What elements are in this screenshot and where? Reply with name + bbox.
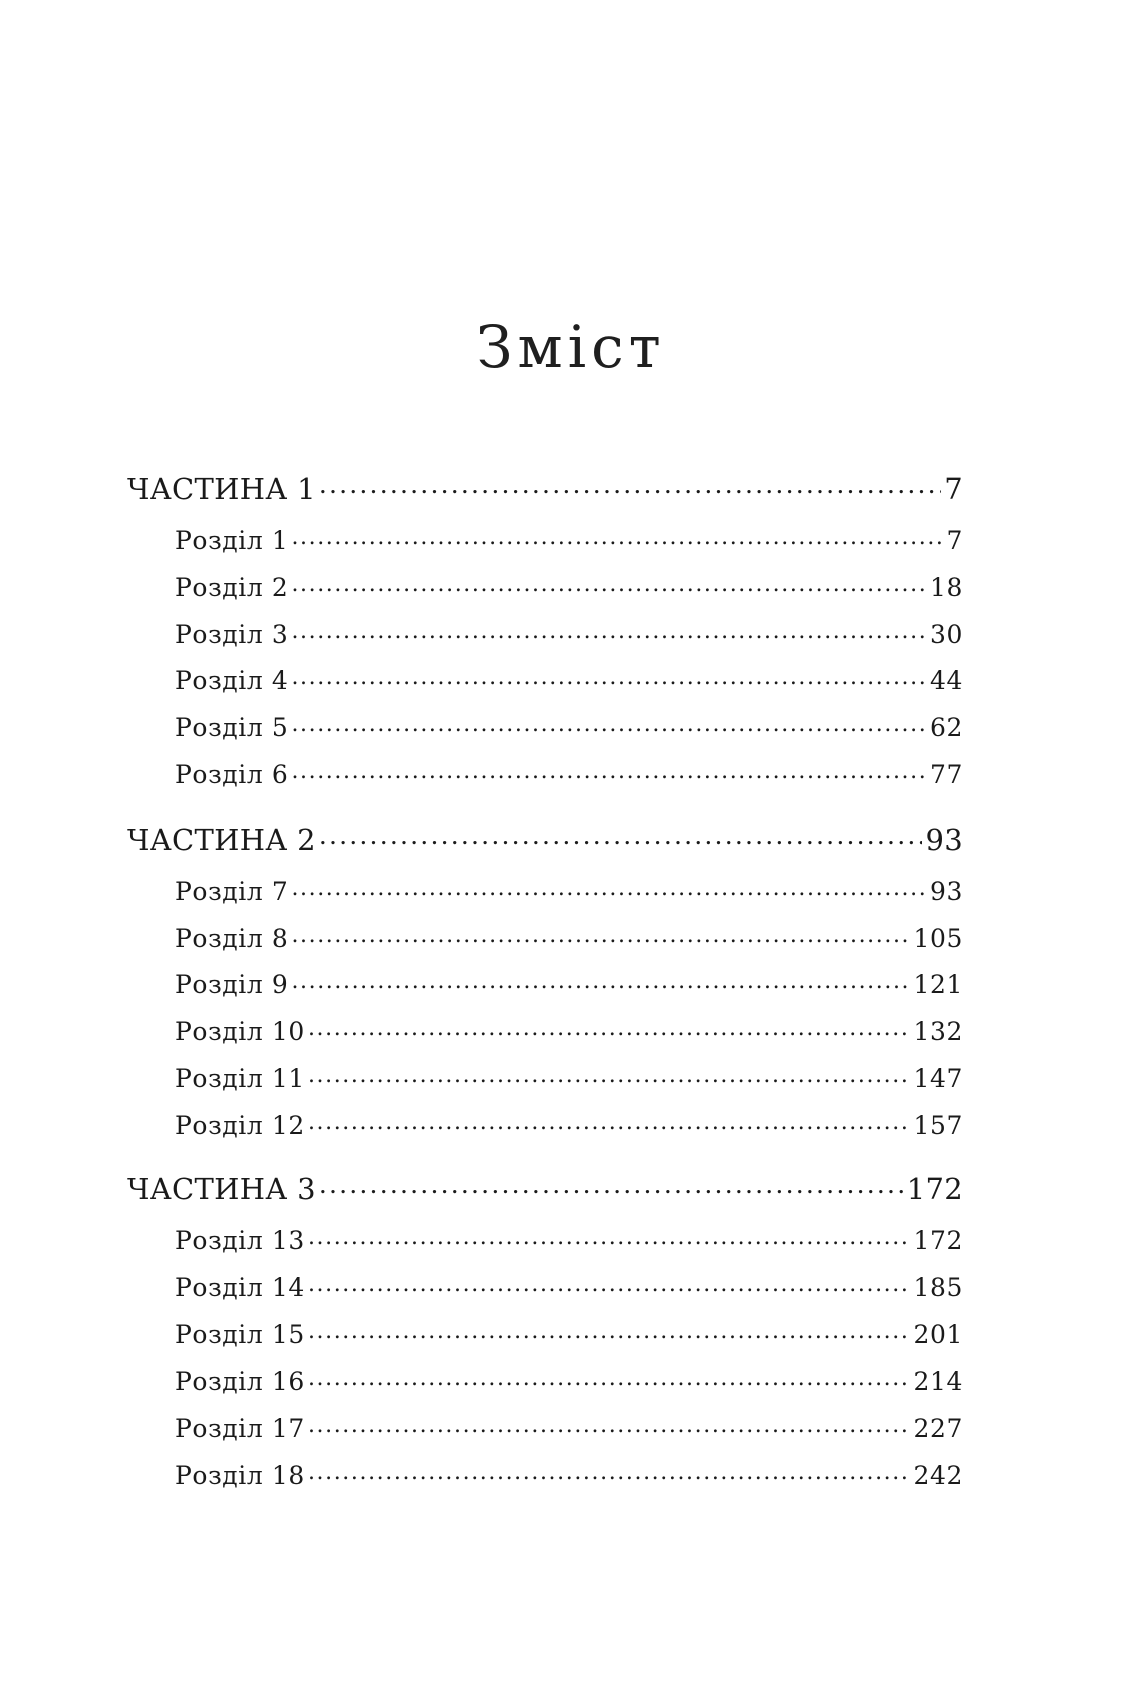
chapter-label: Розділ 6	[175, 760, 289, 789]
dot-leader	[319, 821, 923, 850]
toc-chapter-2[interactable]	[175, 571, 963, 602]
chapter-label: Розділ 7	[175, 877, 289, 906]
chapter-page-number: 172	[913, 1226, 963, 1255]
toc-chapter-5[interactable]	[175, 711, 963, 742]
dot-leader	[291, 618, 927, 643]
chapter-label: Розділ 13	[175, 1226, 305, 1255]
part-page-number: 7	[944, 472, 963, 506]
part-page-number: 93	[925, 823, 963, 857]
chapter-label: Розділ 3	[175, 620, 289, 649]
toc-chapter-13[interactable]	[175, 1224, 963, 1255]
dot-leader	[308, 1015, 911, 1040]
part-page-number: 172	[906, 1172, 963, 1206]
chapter-page-number: 147	[913, 1064, 963, 1093]
chapter-page-number: 121	[913, 970, 963, 999]
toc-chapter-16[interactable]	[175, 1365, 963, 1396]
page-title: Зміст	[476, 313, 666, 381]
toc-chapter-3[interactable]	[175, 618, 963, 649]
chapter-page-number: 105	[913, 924, 963, 953]
dot-leader	[308, 1365, 911, 1390]
toc-chapter-10[interactable]	[175, 1015, 963, 1046]
chapter-label: Розділ 8	[175, 924, 289, 953]
chapter-page-number: 132	[913, 1017, 963, 1046]
part-label: ЧАСТИНА 3	[127, 1172, 316, 1206]
toc-part-3[interactable]	[127, 1170, 963, 1206]
dot-leader	[291, 758, 927, 783]
chapter-page-number: 201	[913, 1320, 963, 1349]
dot-leader	[291, 571, 927, 596]
dot-leader	[308, 1062, 911, 1087]
dot-leader	[308, 1271, 911, 1296]
chapter-label: Розділ 16	[175, 1367, 305, 1396]
chapter-page-number: 30	[929, 620, 963, 649]
chapter-label: Розділ 11	[175, 1064, 305, 1093]
dot-leader	[308, 1459, 911, 1484]
toc-chapter-15[interactable]	[175, 1318, 963, 1349]
dot-leader	[291, 922, 910, 947]
dot-leader	[308, 1318, 911, 1343]
chapter-page-number: 62	[929, 713, 963, 742]
toc-part-2[interactable]	[127, 821, 963, 857]
toc-chapter-1[interactable]	[175, 524, 963, 555]
chapter-label: Розділ 14	[175, 1273, 305, 1302]
dot-leader	[319, 1170, 904, 1199]
chapter-label: Розділ 10	[175, 1017, 305, 1046]
toc-chapter-4[interactable]	[175, 664, 963, 695]
chapter-label: Розділ 18	[175, 1461, 305, 1490]
toc-chapter-8[interactable]	[175, 922, 963, 953]
chapter-page-number: 77	[929, 760, 963, 789]
dot-leader	[308, 1412, 911, 1437]
chapter-page-number: 214	[913, 1367, 963, 1396]
dot-leader	[291, 664, 927, 689]
chapter-label: Розділ 17	[175, 1414, 305, 1443]
chapter-page-number: 242	[913, 1461, 963, 1490]
toc-chapter-11[interactable]	[175, 1062, 963, 1093]
dot-leader	[319, 470, 941, 499]
chapter-label: Розділ 9	[175, 970, 289, 999]
chapter-label: Розділ 15	[175, 1320, 305, 1349]
toc-chapter-7[interactable]	[175, 875, 963, 906]
dot-leader	[291, 711, 927, 736]
chapter-label: Розділ 2	[175, 573, 289, 602]
part-label: ЧАСТИНА 2	[127, 823, 316, 857]
dot-leader	[291, 875, 927, 900]
chapter-label: Розділ 5	[175, 713, 289, 742]
dot-leader	[291, 524, 943, 549]
part-label: ЧАСТИНА 1	[127, 472, 316, 506]
chapter-page-number: 7	[946, 526, 963, 555]
chapter-page-number: 227	[913, 1414, 963, 1443]
chapter-page-number: 44	[929, 666, 963, 695]
dot-leader	[308, 1224, 911, 1249]
toc-part-1[interactable]	[127, 470, 963, 506]
dot-leader	[308, 1109, 911, 1134]
toc-chapter-14[interactable]	[175, 1271, 963, 1302]
chapter-page-number: 157	[913, 1111, 963, 1140]
dot-leader	[291, 968, 910, 993]
toc-chapter-12[interactable]	[175, 1109, 963, 1140]
chapter-page-number: 185	[913, 1273, 963, 1302]
toc-chapter-17[interactable]	[175, 1412, 963, 1443]
chapter-page-number: 18	[929, 573, 963, 602]
chapter-page-number: 93	[929, 877, 963, 906]
chapter-label: Розділ 12	[175, 1111, 305, 1140]
toc-chapter-9[interactable]	[175, 968, 963, 999]
chapter-label: Розділ 4	[175, 666, 289, 695]
toc-chapter-18[interactable]	[175, 1459, 963, 1490]
chapter-label: Розділ 1	[175, 526, 289, 555]
toc-chapter-6[interactable]	[175, 758, 963, 789]
